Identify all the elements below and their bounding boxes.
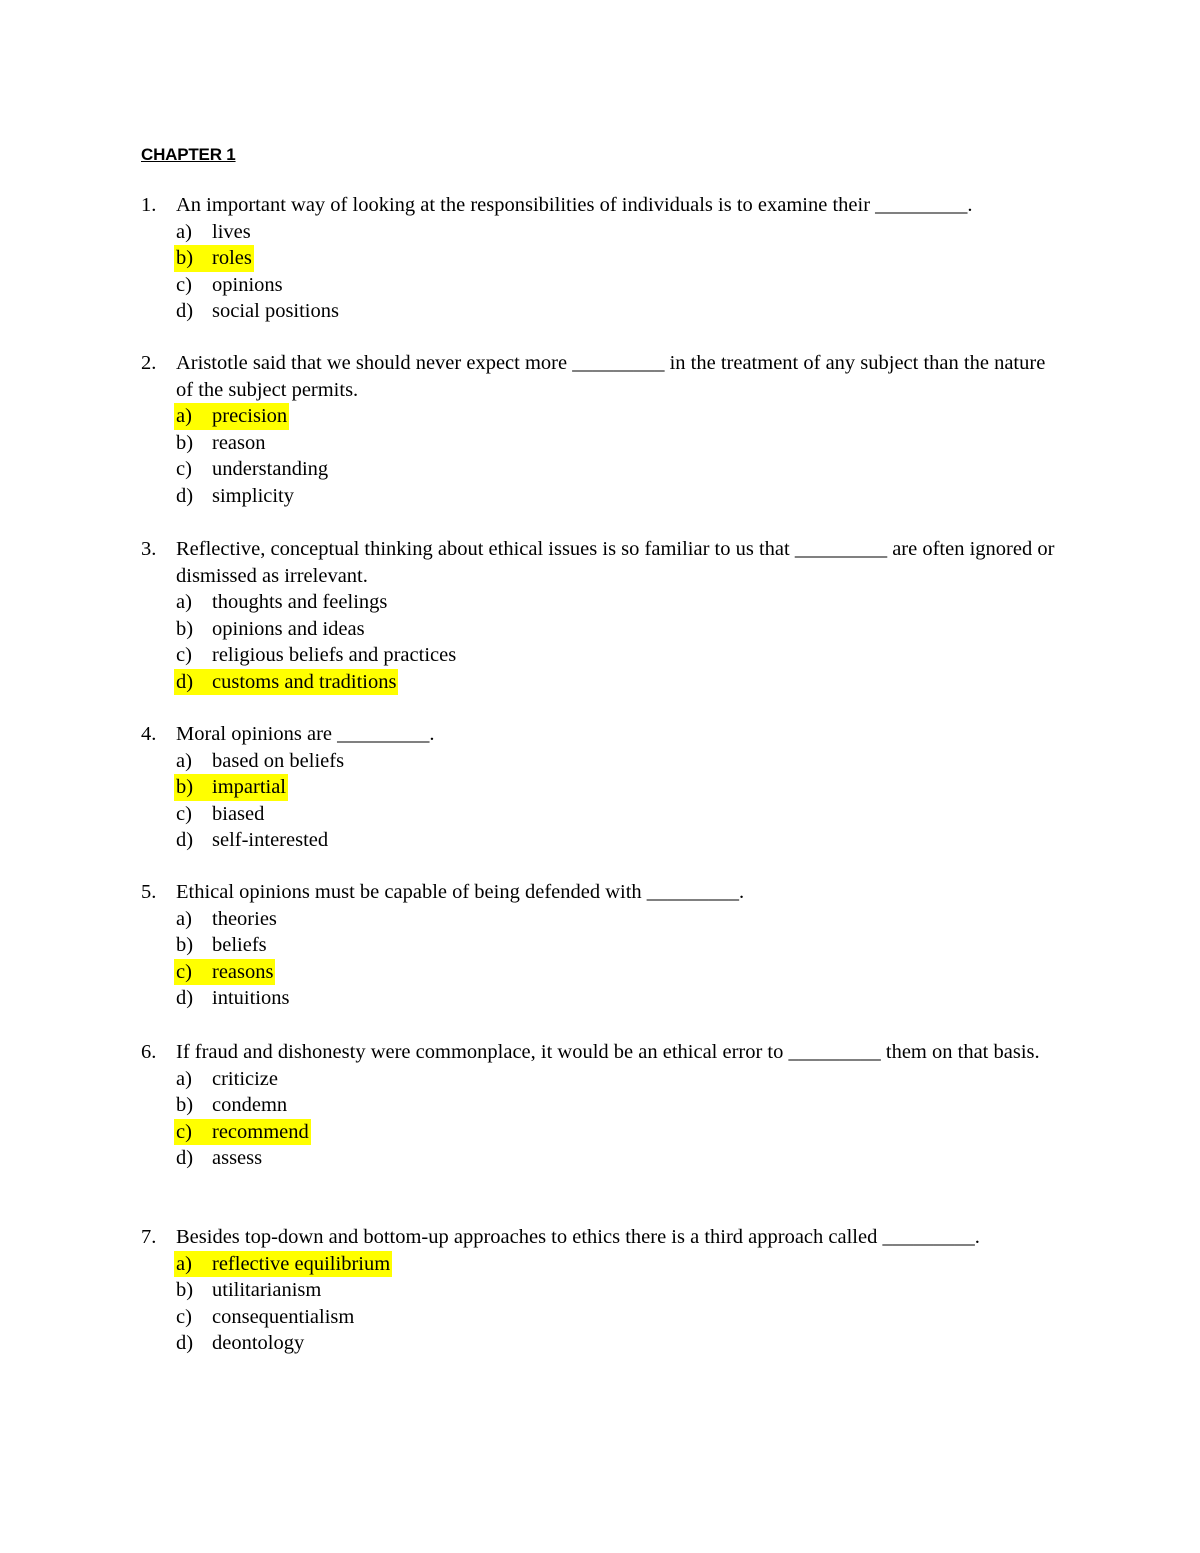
option-letter: c) [176, 960, 192, 983]
option-item [141, 403, 1061, 430]
option-text: reason [212, 431, 266, 454]
option-highlight [174, 403, 289, 430]
option-highlight [174, 1119, 311, 1146]
option-letter: d) [176, 987, 194, 1009]
option-letter: d) [176, 300, 194, 322]
question-text: Reflective, conceptual thinking about ethical issues is so familiar to us that _________ are often ignored or dismissed as irrelevant. [176, 538, 1055, 587]
option-letter: a) [176, 220, 192, 243]
question-stem [141, 721, 1061, 748]
option-highlight [174, 430, 268, 457]
option-text: opinions and ideas [212, 617, 365, 640]
option-item [141, 483, 1061, 510]
option-highlight [174, 1092, 289, 1119]
option-list [141, 748, 1061, 854]
option-item [141, 1277, 1061, 1304]
option-letter: c) [176, 273, 192, 296]
option-highlight [174, 669, 398, 696]
chapter-heading: CHAPTER 1 [141, 145, 236, 164]
question-number: 2. [141, 352, 157, 374]
option-highlight [174, 642, 458, 669]
option-text: biased [212, 802, 265, 825]
option-highlight [174, 1330, 306, 1357]
option-highlight [174, 748, 346, 775]
question-stem [141, 192, 1061, 219]
option-highlight [174, 483, 296, 510]
option-letter: a) [176, 749, 192, 772]
question-number: 7. [141, 1226, 157, 1248]
question-stem [141, 879, 1061, 906]
option-item [141, 669, 1061, 696]
option-text: understanding [212, 458, 329, 480]
question-number: 6. [141, 1041, 157, 1063]
question-stem [141, 536, 1061, 589]
option-highlight [174, 985, 291, 1012]
option-letter: b) [176, 617, 194, 640]
option-text: assess [212, 1147, 263, 1169]
option-letter: c) [176, 1120, 192, 1143]
question-6 [141, 1039, 1061, 1172]
option-text: condemn [212, 1094, 288, 1116]
option-letter: d) [176, 484, 194, 507]
question-text: Aristotle said that we should never expect more _________ in the treatment of any subject than the nature of the subject permits. [176, 352, 1046, 401]
option-item [141, 1092, 1061, 1119]
option-highlight [174, 298, 341, 325]
option-highlight [174, 959, 275, 986]
option-list [141, 219, 1061, 325]
option-text: self-interested [212, 829, 329, 851]
option-text: utilitarianism [212, 1279, 322, 1301]
option-text: intuitions [212, 987, 290, 1009]
option-text: customs and traditions [212, 670, 397, 693]
option-letter: a) [176, 1067, 192, 1090]
option-text: reasons [212, 960, 274, 983]
option-item [141, 642, 1061, 669]
option-item [141, 1145, 1061, 1172]
option-highlight [174, 616, 367, 643]
option-text: precision [212, 405, 288, 427]
question-text: Besides top-down and bottom-up approaches to ethics there is a third approach called _________. [176, 1226, 980, 1248]
option-item [141, 1119, 1061, 1146]
option-item [141, 298, 1061, 325]
option-item [141, 616, 1061, 643]
option-item [141, 985, 1061, 1012]
option-item [141, 906, 1061, 933]
question-1 [141, 192, 1061, 325]
option-item [141, 1066, 1061, 1093]
question-stem [141, 350, 1061, 403]
option-highlight [174, 827, 330, 854]
option-list [141, 1066, 1061, 1172]
option-item [141, 272, 1061, 299]
option-highlight [174, 932, 269, 959]
question-text: An important way of looking at the responsibilities of individuals is to examine their _________. [176, 194, 973, 216]
question-number: 4. [141, 723, 157, 745]
question-number: 3. [141, 538, 157, 560]
question-5 [141, 879, 1061, 1012]
option-text: impartial [212, 776, 287, 798]
option-item [141, 1304, 1061, 1331]
option-text: lives [212, 220, 251, 243]
option-item [141, 245, 1061, 272]
option-letter: b) [176, 934, 194, 956]
option-item [141, 932, 1061, 959]
option-letter: d) [176, 1332, 194, 1354]
option-text: opinions [212, 273, 283, 296]
option-highlight [174, 245, 254, 272]
option-text: deontology [212, 1332, 305, 1354]
option-highlight [174, 1066, 280, 1093]
option-letter: a) [176, 907, 192, 930]
option-text: based on beliefs [212, 749, 345, 772]
option-text: consequentialism [212, 1305, 355, 1328]
question-number: 1. [141, 194, 157, 216]
option-letter: c) [176, 802, 192, 825]
option-item [141, 748, 1061, 775]
option-letter: b) [176, 431, 194, 454]
option-letter: c) [176, 1305, 192, 1328]
option-highlight [174, 456, 330, 483]
option-item [141, 959, 1061, 986]
option-list [141, 589, 1061, 695]
option-text: simplicity [212, 484, 294, 507]
question-text: If fraud and dishonesty were commonplace, it would be an ethical error to _________ them on that basis. [176, 1041, 1040, 1063]
option-letter: d) [176, 829, 194, 851]
option-highlight [174, 1277, 323, 1304]
question-stem [141, 1224, 1061, 1251]
option-highlight [174, 219, 253, 246]
option-text: beliefs [212, 934, 267, 956]
option-text: reflective equilibrium [212, 1252, 391, 1275]
option-letter: c) [176, 644, 192, 666]
option-letter: d) [176, 1147, 194, 1169]
option-list [141, 403, 1061, 509]
option-text: roles [212, 247, 252, 269]
question-3 [141, 536, 1061, 695]
option-highlight [174, 1304, 356, 1331]
option-item [141, 1330, 1061, 1357]
question-number: 5. [141, 881, 157, 903]
option-text: thoughts and feelings [212, 591, 388, 613]
option-item [141, 801, 1061, 828]
option-highlight [174, 801, 266, 828]
option-item [141, 430, 1061, 457]
option-text: social positions [212, 300, 339, 322]
option-letter: b) [176, 247, 194, 269]
option-list [141, 1251, 1061, 1357]
option-letter: c) [176, 458, 192, 480]
question-4 [141, 721, 1061, 854]
option-letter: a) [176, 405, 192, 427]
option-highlight [174, 272, 285, 299]
question-text: Ethical opinions must be capable of being defended with _________. [176, 881, 745, 903]
option-item [141, 589, 1061, 616]
option-list [141, 906, 1061, 1012]
option-text: recommend [212, 1120, 309, 1143]
option-letter: a) [176, 1252, 192, 1275]
option-text: theories [212, 907, 277, 930]
option-item [141, 827, 1061, 854]
question-7 [141, 1224, 1061, 1357]
option-highlight [174, 589, 389, 616]
option-letter: b) [176, 1094, 194, 1116]
option-text: religious beliefs and practices [212, 644, 457, 666]
option-letter: a) [176, 591, 192, 613]
option-item [141, 774, 1061, 801]
option-letter: d) [176, 670, 194, 693]
option-highlight [174, 906, 279, 933]
option-item [141, 456, 1061, 483]
option-item [141, 219, 1061, 246]
option-highlight [174, 774, 288, 801]
option-highlight [174, 1145, 264, 1172]
option-letter: b) [176, 776, 194, 798]
option-item [141, 1251, 1061, 1278]
question-stem [141, 1039, 1061, 1066]
question-2 [141, 350, 1061, 509]
question-text: Moral opinions are _________. [176, 723, 435, 745]
option-highlight [174, 1251, 392, 1278]
option-text: criticize [212, 1067, 279, 1090]
option-letter: b) [176, 1279, 194, 1301]
